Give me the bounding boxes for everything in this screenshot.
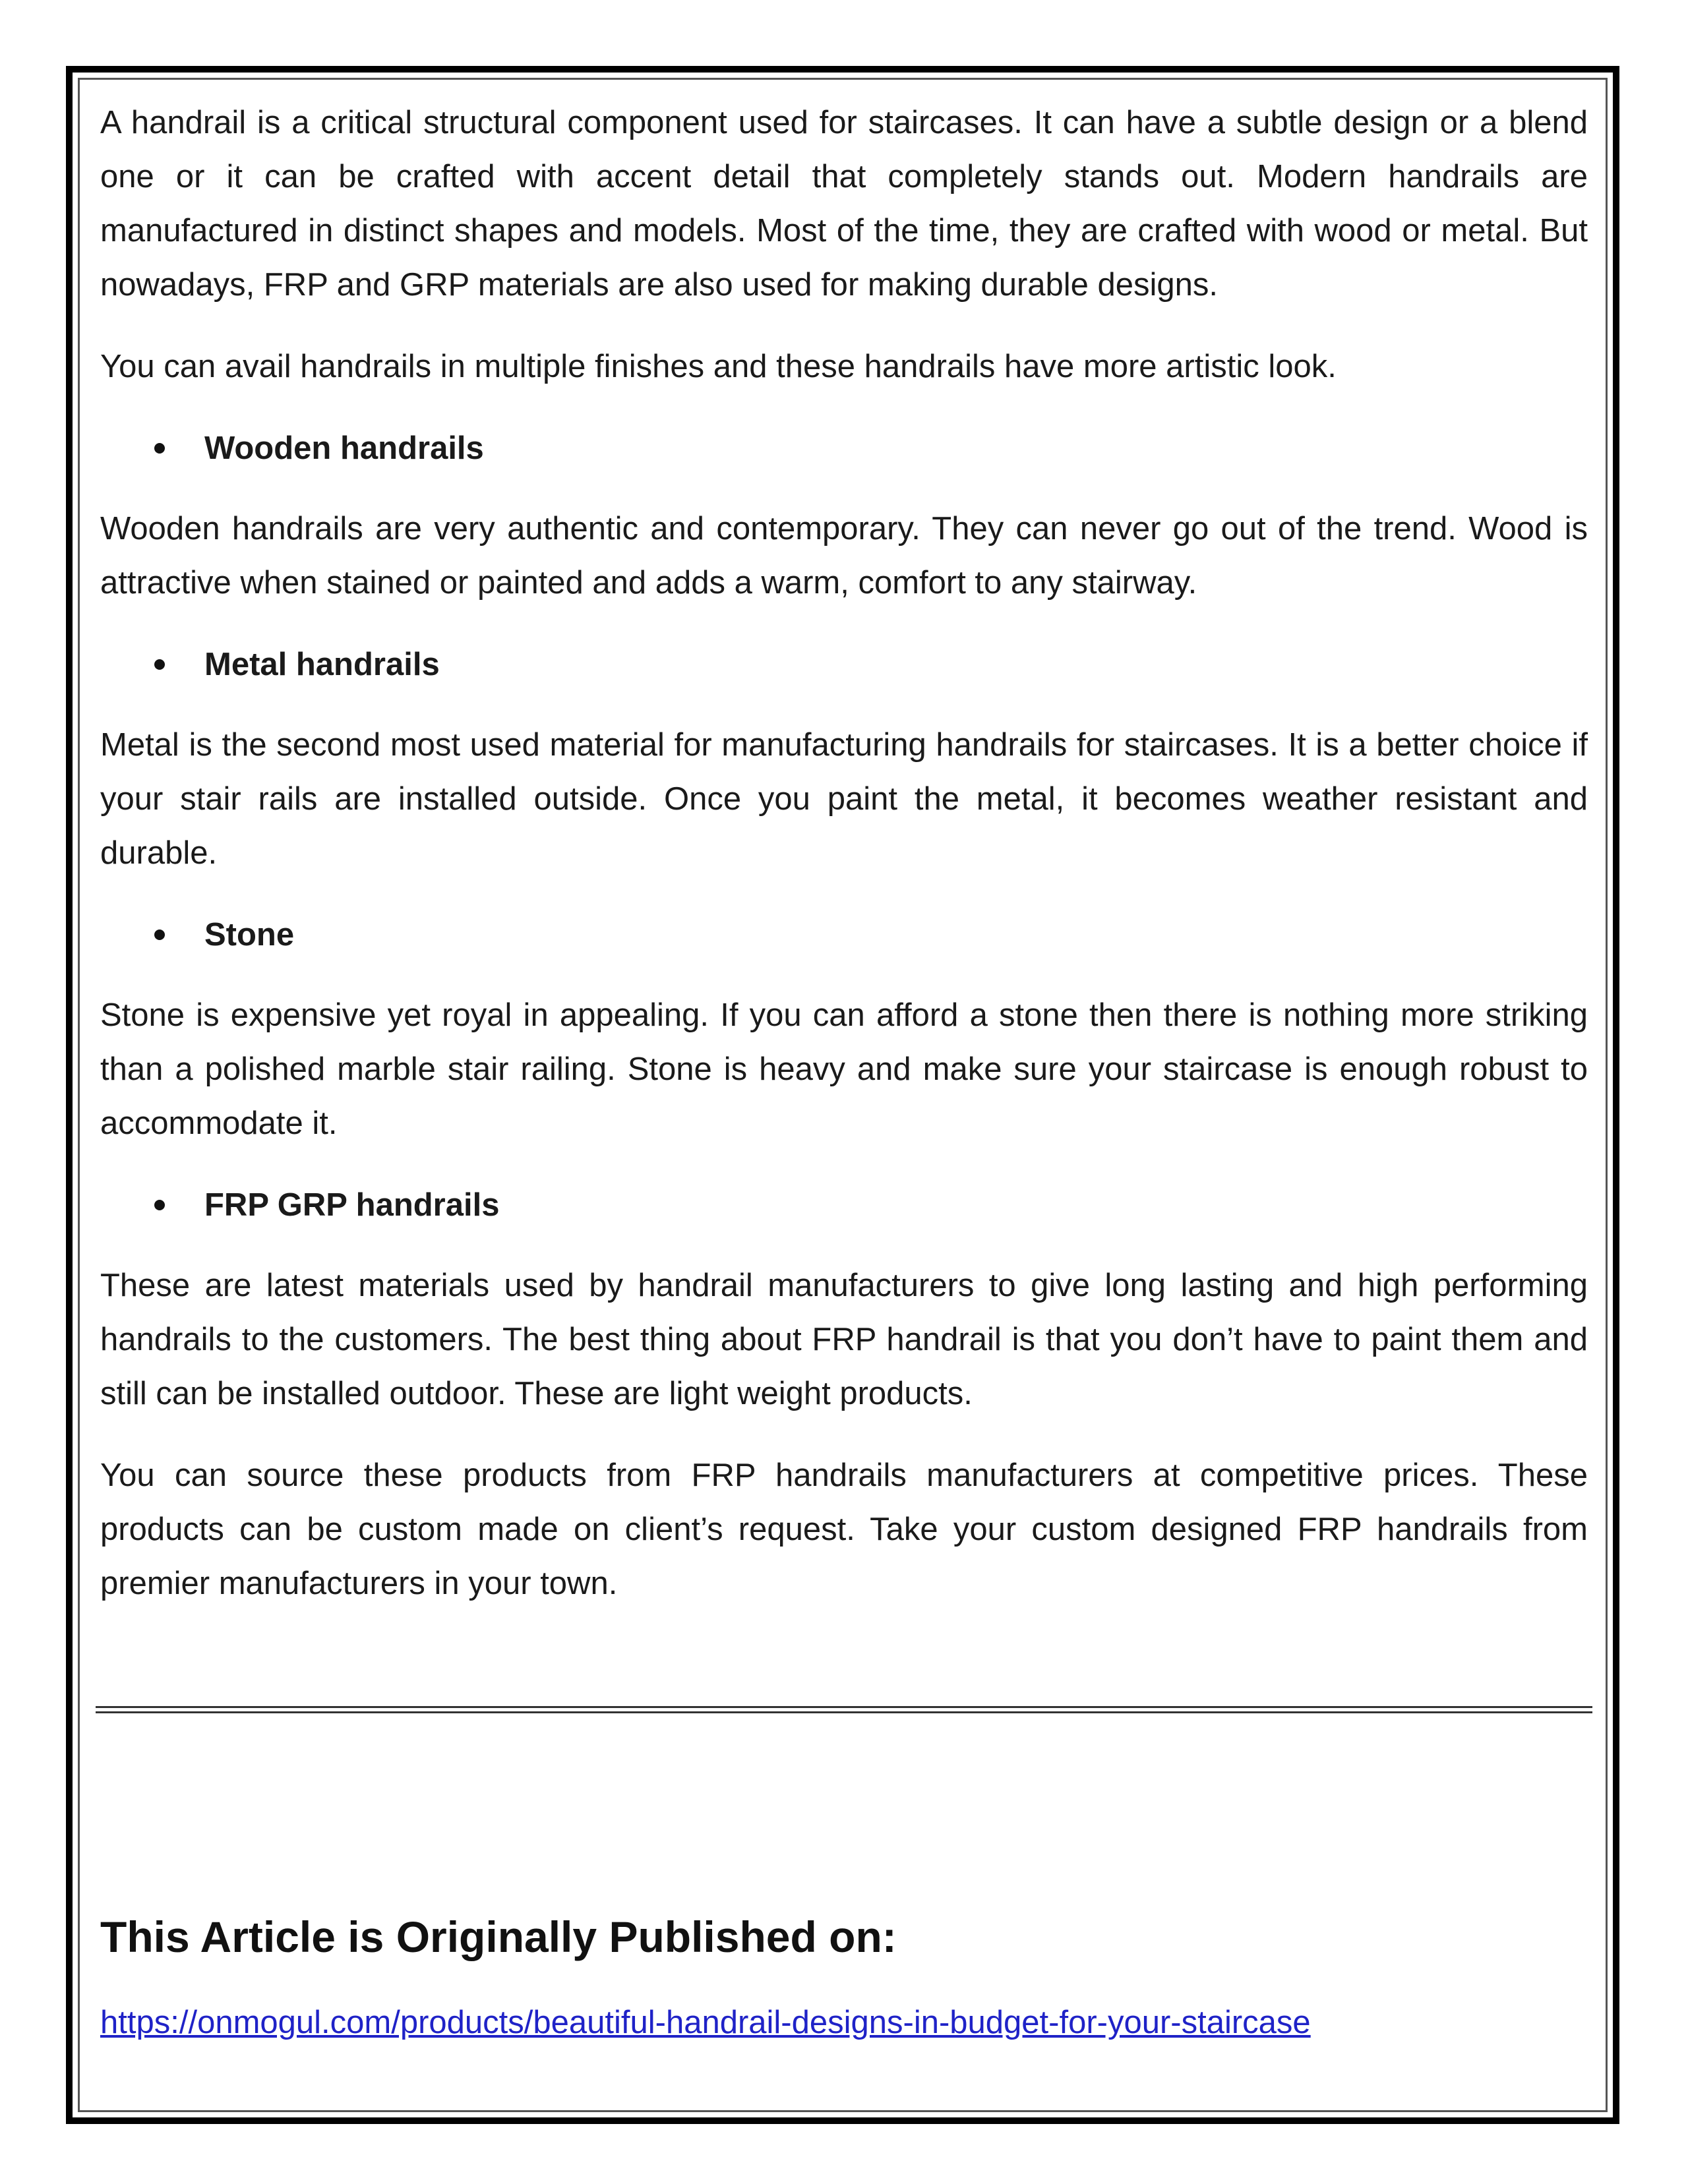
divider-line-top: [96, 1706, 1592, 1708]
bullet-dot-icon: [154, 930, 165, 940]
stone-paragraph: Stone is expensive yet royal in appealing. If you can afford a stone then there is nothing more striking than a polished marble stair railing. Stone is heavy and make sure your staircase is enough robust to accommodate it.: [100, 997, 1588, 1141]
bullet-label: Stone: [204, 917, 295, 953]
wooden-paragraph: Wooden handrails are very authentic and contemporary. They can never go out of the trend. Wood is attractive when stained or painted and adds a warm, comfort to any stairway.: [100, 511, 1588, 601]
bullet-label: Metal handrails: [204, 647, 440, 682]
bullet-metal-handrails: [100, 637, 1588, 692]
source-paragraph: You can source these products from FRP handrails manufacturers at competitive prices. These products can be custom made on client’s request. Take your custom designed FRP handrails from premier manufacturers in your town.: [100, 1458, 1588, 1601]
article-body: [100, 96, 1588, 1638]
bullet-stone: [100, 908, 1588, 962]
article-source-link[interactable]: https://onmogul.com/products/beautiful-handrail-designs-in-budget-for-your-staircase: [100, 2005, 1311, 2040]
intro-paragraph: A handrail is a critical structural component used for staircases. It can have a subtle design or a blend one or it can be crafted with accent detail that completely stands out. Modern handrails are manufactured in distinct shapes and models. Most of the time, they are crafted with wood or metal. But nowadays, FRP and GRP materials are also used for making durable designs.: [100, 105, 1588, 303]
bullet-dot-icon: [154, 443, 165, 454]
divider-line-bottom: [96, 1711, 1592, 1713]
bullet-label: FRP GRP handrails: [204, 1187, 500, 1223]
bullet-wooden-handrails: [100, 421, 1588, 475]
bullet-dot-icon: [154, 659, 165, 670]
published-on-heading: This Article is Originally Published on:: [100, 1912, 897, 1961]
frp-paragraph: These are latest materials used by handrail manufacturers to give long lasting and high performing handrails to the customers. The best thing about FRP handrail is that you don’t have to paint them and still can be installed outdoor. These are light weight products.: [100, 1268, 1588, 1411]
finishes-paragraph: You can avail handrails in multiple finishes and these handrails have more artistic look.: [100, 349, 1337, 384]
bullet-dot-icon: [154, 1200, 165, 1210]
metal-paragraph: Metal is the second most used material for manufacturing handrails for staircases. It is a better choice if your stair rails are installed outside. Once you paint the metal, it becomes weather resistant and durable.: [100, 727, 1588, 871]
bullet-frp-grp-handrails: [100, 1178, 1588, 1232]
bullet-label: Wooden handrails: [204, 430, 484, 466]
